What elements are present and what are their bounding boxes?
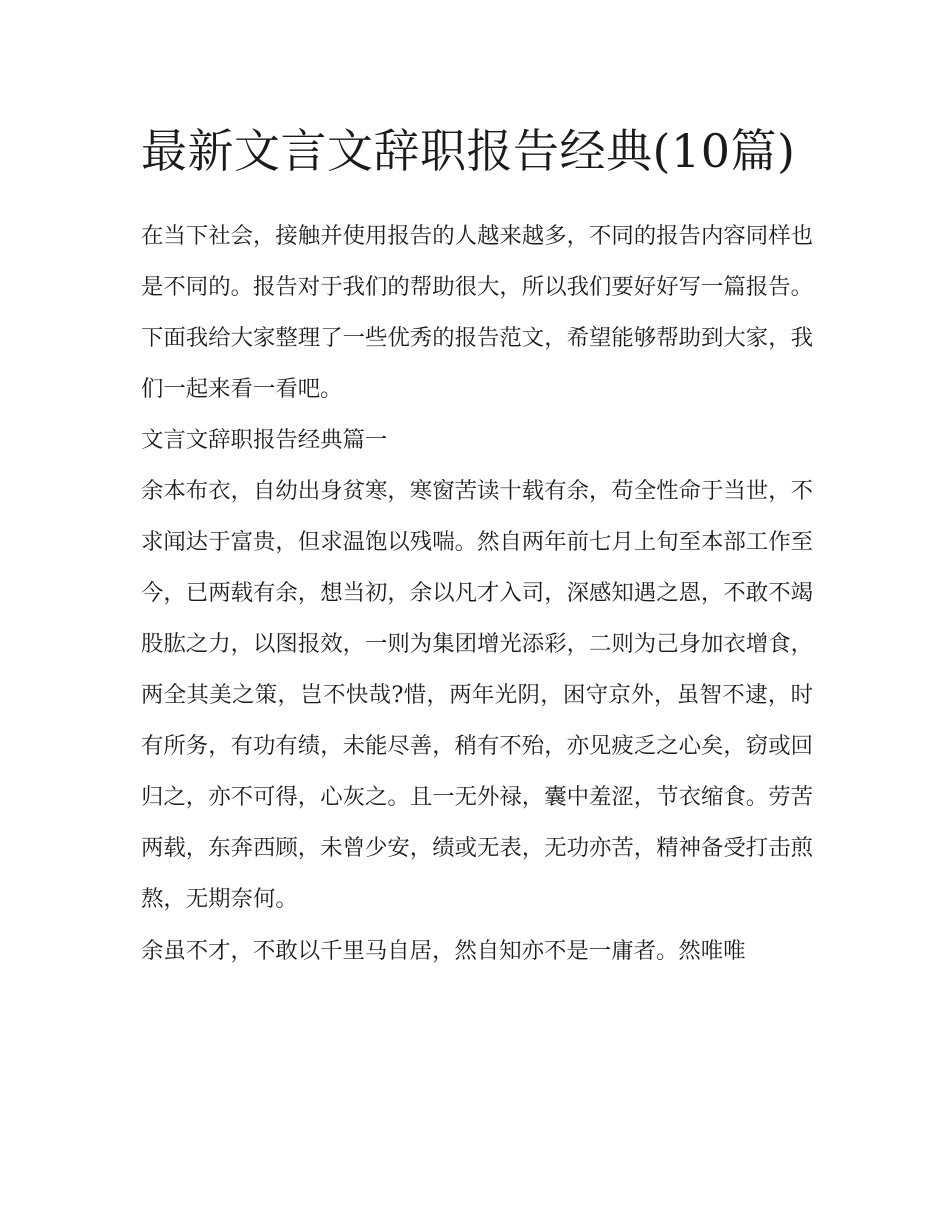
body-paragraph-1: 余本布衣，自幼出身贫寒，寒窗苦读十载有余，苟全性命于当世，不求闻达于富贵，但求温饱以残喘。然自两年前七月上旬至本部工作至今，已两载有余，想当初，余以凡才入司，深感知遇之恩，不敢不竭股肱之力，以图报效，一则为集团增光添彩，二则为己身加衣增食，两全其美之策，岂不快哉?惜，两年光阴，困守京外，虽智不逮，时有所务，有功有绩，未能尽善，稍有不殆，亦见疲乏之心矣，窃或回归之，亦不可得，心灰之。且一无外禄，囊中羞涩，节衣缩食。劳苦两载，东奔西顾，未曾少安，绩或无表，无功亦苦，精神备受打击煎熬，无期奈何。 bbox=[141, 478, 813, 912]
document-page bbox=[141, 112, 813, 977]
body-paragraph-2: 余虽不才，不敢以千里马自居，然自知亦不是一庸者。然唯唯 bbox=[141, 938, 746, 964]
document-title: 最新文言文辞职报告经典(10篇) bbox=[141, 124, 796, 178]
intro-paragraph: 在当下社会，接触并使用报告的人越来越多，不同的报告内容同样也是不同的。报告对于我们的帮助很大，所以我们要好好写一篇报告。下面我给大家整理了一些优秀的报告范文，希望能够帮助到大家，我们一起来看一看吧。 bbox=[141, 223, 813, 402]
section-heading: 文言文辞职报告经典篇一 bbox=[141, 427, 388, 453]
